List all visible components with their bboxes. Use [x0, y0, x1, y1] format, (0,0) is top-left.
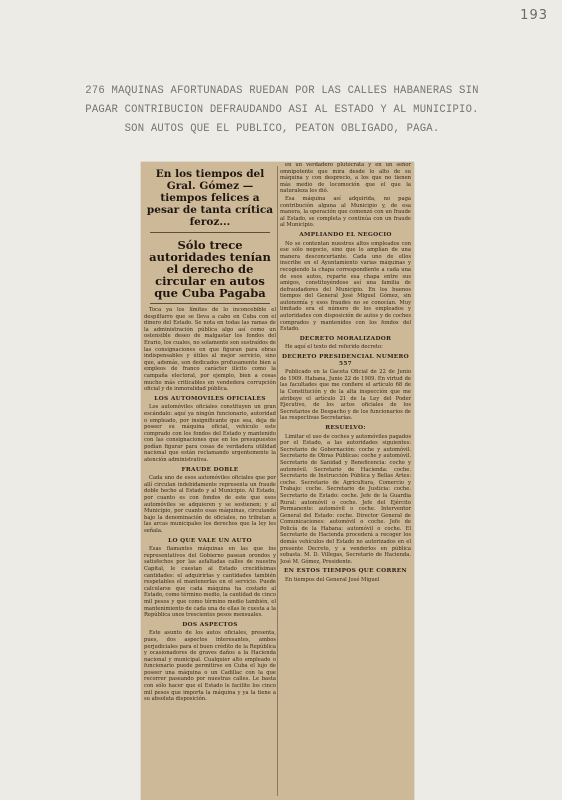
section-paragraph: Este asunto de los autos oficiales, presenta, pues, dos aspectos interesantes, ambos perjudiciales para el buen crédito de la República y ocasionadores de graves daños a la Hacienda nacional y municipal. Cualquier alto empleado o funcionario puede permitirse en Cuba el lujo de poseer una máquina o un Cadillac con la que recorrer paseando por nuestras calles. Le basta con sólo hacer que el Estado le facilite los cinco mil pesos que importa la máquina y ya la tiene a su absoluta disposición.	[144, 630, 276, 703]
section-title: DECRETO MORALIZADOR	[299, 335, 392, 342]
section-paragraph: Los automóviles oficiales constituyen un gran escándalo: aquí ya ningún funcionario, autoridad o empleado, por insignificante que sea, deja de poseer su máquina oficial, vehículo este comprado con los fondos del Estado y mantenido con las consignaciones que en los presupuestos podían figurar para cosas de verdadera utilidad nacional que están reclamando urgentemente la atención administrativa.	[144, 404, 276, 464]
section-title: DECRETO PRESIDENCIAL NUMERO 557	[282, 354, 409, 367]
clipping-headline-2: Sólo trece autoridades tenían el derecho de circular en autos que Cuba Pagaba	[149, 238, 271, 300]
section-paragraph: No se contentan nuestros altos empleados con ese sólo negocio, sino que lo amplían de una manera desconcertante. Cada uno de ellos inscribe en el Ayuntamiento varias máquinas y recogiendo la chapa correspondiente a cada una de esos autos, reparte esa chapa entre sus amigos, constituyéndose así una familia de defraudadores del Municipio. En los buenos tiempos del General José Miguel Gómez, sin autonomía y esos fraudes no se conocían. Muy limitado era el número de los empleados y autoridades con disposición de autos y de coches comprados y mantenidos con los fondos del Estado.	[280, 240, 411, 333]
clipping-right-column	[280, 162, 411, 800]
section-title: DOS ASPECTOS	[182, 621, 238, 628]
section-title: AMPLIANDO EL NEGOCIO	[299, 231, 392, 238]
article-paragraph: Toca ya los límites de lo inconcebible el despilfarro que se lleva a cabo en Cuba con el dinero del Estado. Se nota en todas las ramas de la administración pública algo así como un ostensible deseo de malgastar los fondos del Erario, los cuales, no solamente son sustraídos de las consignaciones en que figuran para obras indispensables y útiles al mejor servicio, sino que, además, son dedicados profusamente bien a empleos de franco carácter ilícito como la campaña electoral, por ejemplo, bien a cosas mucho más criticables en vendedera corrupción oficial y de inmoralidad pública.	[144, 307, 276, 393]
clipping-left-column	[144, 162, 276, 800]
section-title: LO QUE VALE UN AUTO	[168, 537, 252, 544]
section-paragraph: He aquí el texto del referido decreto:	[285, 344, 383, 351]
column-divider	[277, 166, 278, 796]
section-paragraph: En tiempos del General José Miguel	[285, 577, 380, 584]
caption-line-2: PAGAR CONTRIBUCION DEFRAUDANDO ASI AL ESTADO Y AL MUNICIPIO.	[85, 104, 479, 116]
section-paragraph: Esas flamantes máquinas en las que los representativos del Gobierno pasean orondos y satisfechos por las asfaltadas calles de nuestra Capital, le cuestan al Estado crecidísimas cantidades: el adquirirlas y cantidades también respetables el mantenerlas en el servicio. Puede calcularse que cada máquina ha costado al Estado, como término medio, la cantidad de cinco mil pesos y que como término medio también, el mantenimiento de cada una de ellas le cuesta a la República unos trescientos pesos mensuales.	[144, 546, 276, 619]
section-title: EN ESTOS TIEMPOS QUE CORREN	[283, 568, 408, 575]
headline-rule	[150, 232, 270, 233]
typed-caption	[22, 82, 542, 139]
clipping-headline-1: En los tiempos del Gral. Gómez —tiempos felices a pesar de tanta crítica feroz...	[146, 168, 274, 228]
section-title: LOS AUTOMOVILES OFICIALES	[154, 395, 266, 402]
left-column-body	[144, 307, 276, 703]
section-title: FRAUDE DOBLE	[181, 466, 239, 473]
headline-rule	[150, 303, 270, 304]
page-number: 193	[520, 8, 548, 23]
article-paragraph: en un verdadero plutócrata y en un señor omnipotente que mira desde lo alto de su máquina y con desprecio, a los que no tienen más medio de locomoción que el que la naturaleza les dió.	[280, 162, 411, 195]
caption-line-3: SON AUTOS QUE EL PUBLICO, PEATON OBLIGADO, PAGA.	[124, 123, 440, 135]
right-column-body	[280, 162, 411, 584]
newspaper-clipping	[141, 162, 414, 800]
section-paragraph: Cada uno de esos automóviles oficiales que por allí circulan indebidamente representa un fraude doble hecho al Estado y al Municipio. Al Estado, por cuanto es con fondos de este que esos automóviles se adquieren y se sostienen; y al Municipio, por cuanto esas máquinas, circulando bajo la denominación de oficiales, no tributan a las arcas municipales los derechos que la ley les señala.	[144, 475, 276, 534]
section-paragraph: Limitar el uso de coches y automóviles pagados por el Estado, a las autoridades siguientes: Secretario de Gobernación: coche y automóvil. Secretario de Obras Públicas: coche y automóvil. Secretario de Sanidad y Beneficencia: coche y automóvil. Secretario de Hacienda: coche. Secretario de Instrucción Pública y Bellas Artes: coche. Secretario de Agricultura, Comercio y Trabajo: coche. Secretario de Justicia: coche. Secretario de Estado: coche. Jefe de la Guardia Rural: automóvil o coche. Jefe del Ejército Permanente: automóvil o coche. Interventor General del Estado: coche. Director General de Comunicaciones: automóvil o coche. Jefe de Policía de la Habana: automóvil o coche. El Secretario de Hacienda procederá a recoger los demás vehículos del Estado no autorizados en el presente Decreto, y a venderlos en pública subasta. M. D. Villegas, Secretario de Hacienda. José M. Gómez, Presidente.	[280, 433, 411, 565]
section-paragraph: Publicado en la Gaceta Oficial de 22 de Junio de 1909. Habana, Junio 22 de 1909. En virtud de las facultades que me confiere el artículo 68 de la Constitución y de la alta inspección que me atribuye el artículo 21 de la Ley del Poder Ejecutivo, de los actos oficiales de los Secretarios de Despacho y de los funcionarios de las respectivas Secretarías.	[280, 369, 411, 422]
section-title: RESUELVO:	[325, 424, 366, 431]
caption-line-1: 276 MAQUINAS AFORTUNADAS RUEDAN POR LAS CALLES HABANERAS SIN	[85, 85, 479, 97]
article-paragraph: Esa máquina así adquirida, no paga contribución alguna al Municipio y, de esa manera, la operación que comenzó con un fraude al Estado, se completa y continúa con un fraude al Municipio.	[280, 195, 411, 229]
